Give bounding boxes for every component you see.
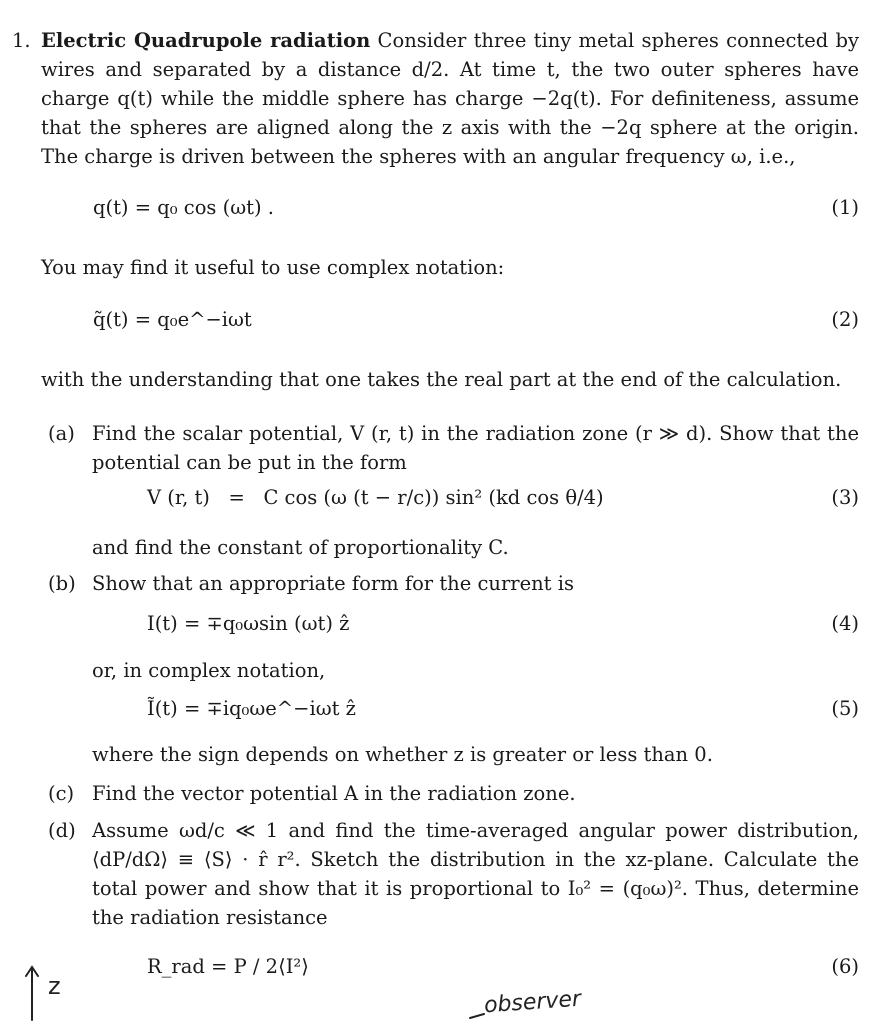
part-d bbox=[48, 816, 859, 934]
equation-3: V (r, t) = C cos (ω (t − r/c)) sin² (kd cos θ/4) bbox=[147, 486, 604, 509]
part-a-text: Find the scalar potential, V (r, t) in the radiation zone (r ≫ d). Show that the potential can be put in the form bbox=[92, 422, 859, 474]
equation-5-row bbox=[0, 697, 890, 727]
equation-2-row bbox=[0, 308, 890, 338]
handwritten-observer: observer bbox=[483, 986, 582, 1019]
problem-intro-text: Consider three tiny metal spheres connected by wires and separated by a distance d/2. At time t, the two outer spheres have charge q(t) while the middle sphere has charge −2q(t). For definiteness, assume that the spheres are aligned along the z axis with the −2q sphere at the origin. The charge is driven between the spheres with an angular frequency ω, i.e., bbox=[41, 29, 860, 168]
part-b-mid: or, in complex notation, bbox=[92, 659, 326, 682]
equation-5-number: (5) bbox=[831, 697, 859, 720]
equation-2: q̃(t) = q₀e^−iωt bbox=[93, 308, 252, 331]
problem-title: Electric Quadrupole radiation bbox=[41, 29, 371, 52]
equation-1: q(t) = q₀ cos (ωt) . bbox=[93, 196, 274, 219]
equation-1-row bbox=[0, 196, 890, 226]
part-b-text: Show that an appropriate form for the current is bbox=[92, 572, 574, 595]
equation-5: Ĩ(t) = ∓iq₀ωe^−iωt ẑ bbox=[147, 697, 356, 720]
equation-3-number: (3) bbox=[831, 486, 859, 509]
equation-6: R_rad = P / 2⟨I²⟩ bbox=[147, 955, 309, 978]
equation-4: I(t) = ∓q₀ωsin (ωt) ẑ bbox=[147, 612, 350, 635]
equation-6-row bbox=[0, 955, 890, 985]
equation-2-number: (2) bbox=[831, 308, 859, 331]
problem-intro bbox=[41, 26, 859, 171]
part-d-label: (d) bbox=[48, 819, 76, 842]
equation-4-number: (4) bbox=[831, 612, 859, 635]
problem-number: 1. bbox=[12, 29, 31, 52]
handwritten-axis-label: z bbox=[48, 972, 61, 1000]
complex-notation-intro: You may find it useful to use complex notation: bbox=[41, 256, 505, 279]
complex-notation-outro: with the understanding that one takes the real part at the end of the calculation. bbox=[41, 368, 842, 391]
equation-1-number: (1) bbox=[831, 196, 859, 219]
part-c-label: (c) bbox=[48, 782, 75, 805]
part-b-label: (b) bbox=[48, 572, 76, 595]
equation-3-row bbox=[0, 486, 890, 516]
part-a bbox=[48, 419, 859, 479]
part-c bbox=[48, 779, 859, 809]
equation-6-number: (6) bbox=[831, 955, 859, 978]
part-d-text: Assume ωd/c ≪ 1 and find the time-averaged angular power distribution, ⟨dP/dΩ⟩ ≡ ⟨S⟩ · r̂ r². Sketch the distribution in the xz-plane. Calculate the total power and show that it is proportional to I₀² = (q₀ω)². Thus, determine the radiation resistance bbox=[92, 819, 859, 929]
equation-4-row bbox=[0, 612, 890, 642]
part-b-after: where the sign depends on whether z is greater or less than 0. bbox=[92, 743, 713, 766]
part-b bbox=[48, 569, 859, 599]
handwritten-z-axis-arrow-icon bbox=[20, 962, 50, 1022]
part-a-after: and find the constant of proportionality C. bbox=[92, 536, 509, 559]
part-c-text: Find the vector potential A in the radiation zone. bbox=[92, 782, 576, 805]
part-a-label: (a) bbox=[48, 422, 75, 445]
